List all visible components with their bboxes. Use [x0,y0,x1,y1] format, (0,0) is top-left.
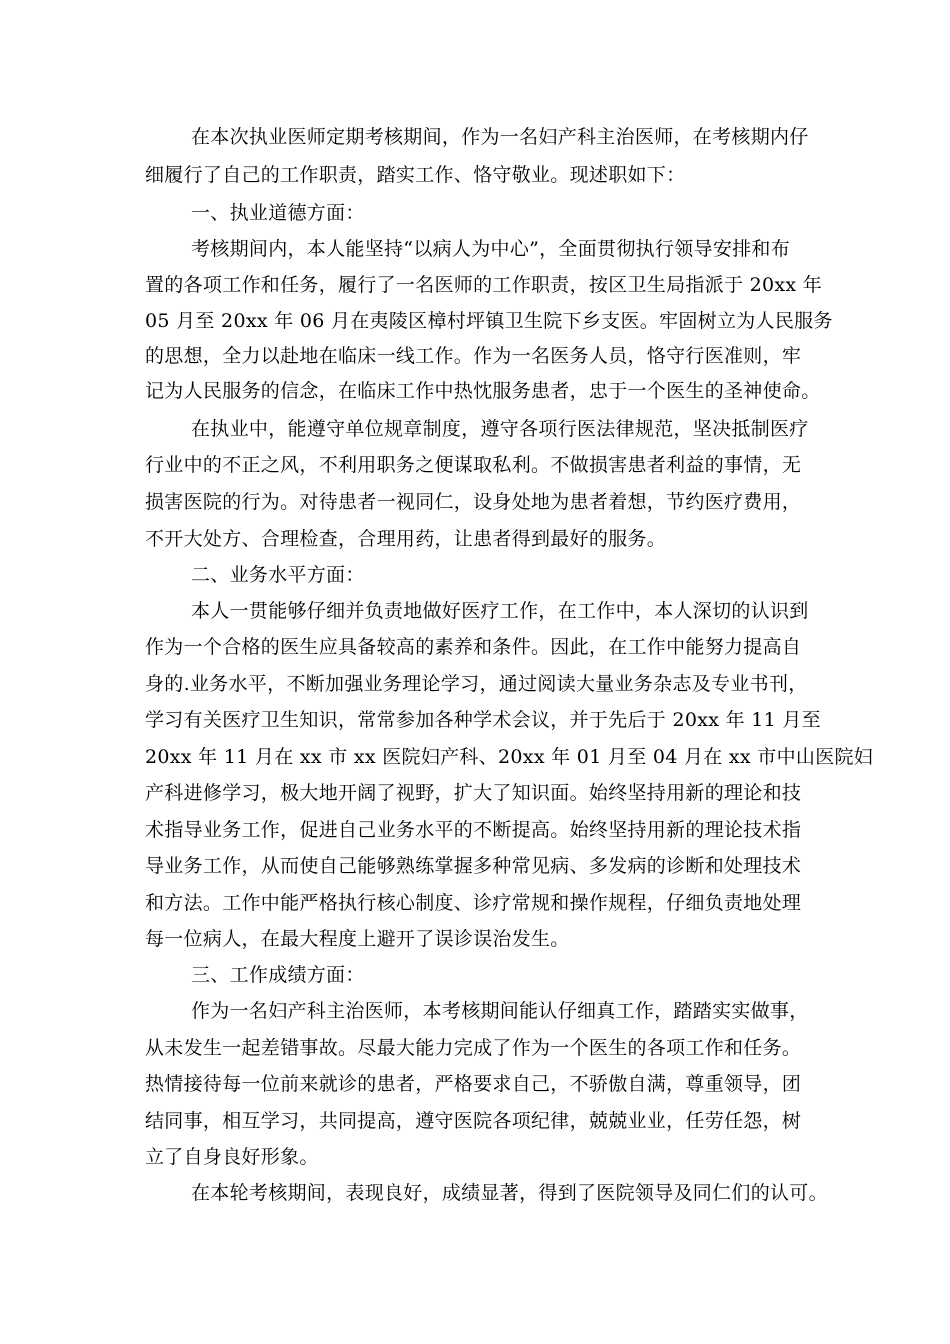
text-line: 作为一个合格的医生应具备较高的素养和条件。因此，在工作中能努力提高自 [145,636,802,658]
section-heading: 二、业务水平方面： [191,564,365,586]
text-line: 作为一名妇产科主治医师，本考核期间能认仔细真工作，踏踏实实做事， [191,1000,809,1022]
section-heading: 一、执业道德方面： [191,202,365,224]
text-line: 术指导业务工作，促进自己业务水平的不断提高。始终坚持用新的理论技术指 [145,819,802,841]
text-line: 20xx 年 11 月在 xx 市 xx 医院妇产科、20xx 年 01 月至 04 月在 xx 市中山医院妇 [145,746,874,768]
text-line: 从未发生一起差错事故。尽最大能力完成了作为一个医生的各项工作和任务。 [145,1037,802,1059]
text-line: 记为人民服务的信念，在临床工作中热忱服务患者，忠于一个医生的圣神使命。 [145,380,821,402]
text-line: 细履行了自己的工作职责，踏实工作、恪守敬业。现述职如下： [145,164,686,186]
text-line: 身的.业务水平，不断加强业务理论学习，通过阅读大量业务杂志及专业书刊， [145,673,808,695]
text-line: 考核期间内，本人能坚持“以病人为中心”，全面贯彻执行领导安排和布 [191,238,791,260]
text-line: 热情接待每一位前来就诊的患者，严格要求自己，不骄傲自满，尊重领导，团 [145,1073,802,1095]
text-line: 置的各项工作和任务，履行了一名医师的工作职责，按区卫生局指派于 20xx 年 [145,274,823,296]
text-line: 每一位病人，在最大程度上避开了误诊误治发生。 [145,928,570,950]
text-line: 产科进修学习，极大地开阔了视野，扩大了知识面。始终坚持用新的理论和技 [145,782,802,804]
text-line: 的思想，全力以赴地在临床一线工作。作为一名医务人员，恪守行医准则，牢 [145,345,802,367]
text-line: 立了自身良好形象。 [145,1146,319,1168]
text-line: 学习有关医疗卫生知识，常常参加各种学术会议，并于先后于 20xx 年 11 月至 [145,709,821,731]
text-line: 本人一贯能够仔细并负责地做好医疗工作，在工作中，本人深切的认识到 [191,600,809,622]
text-line: 行业中的不正之风，不利用职务之便谋取私利。不做损害患者利益的事情，无 [145,454,802,476]
text-line: 结同事，相互学习，共同提高，遵守医院各项纪律，兢兢业业，任劳任怨，树 [145,1110,802,1132]
text-line: 在本次执业医师定期考核期间，作为一名妇产科主治医师，在考核期内仔 [191,126,809,148]
text-line: 05 月至 20xx 年 06 月在夷陵区樟村坪镇卫生院下乡支医。牢固树立为人民服务 [145,310,833,332]
text-line: 在执业中，能遵守单位规章制度，遵守各项行医法律规范，坚决抵制医疗 [191,418,809,440]
section-heading: 三、工作成绩方面： [191,964,365,986]
text-line: 在本轮考核期间，表现良好，成绩显著，得到了医院领导及同仁们的认可。 [191,1182,828,1204]
text-line: 不开大处方、合理检查，合理用药，让患者得到最好的服务。 [145,528,667,550]
text-line: 损害医院的行为。对待患者一视同仁，设身处地为患者着想，节约医疗费用， [145,491,802,513]
text-line: 导业务工作，从而使自己能够熟练掌握多种常见病、多发病的诊断和处理技术 [145,855,802,877]
text-line: 和方法。工作中能严格执行核心制度、诊疗常规和操作规程，仔细负责地处理 [145,892,802,914]
